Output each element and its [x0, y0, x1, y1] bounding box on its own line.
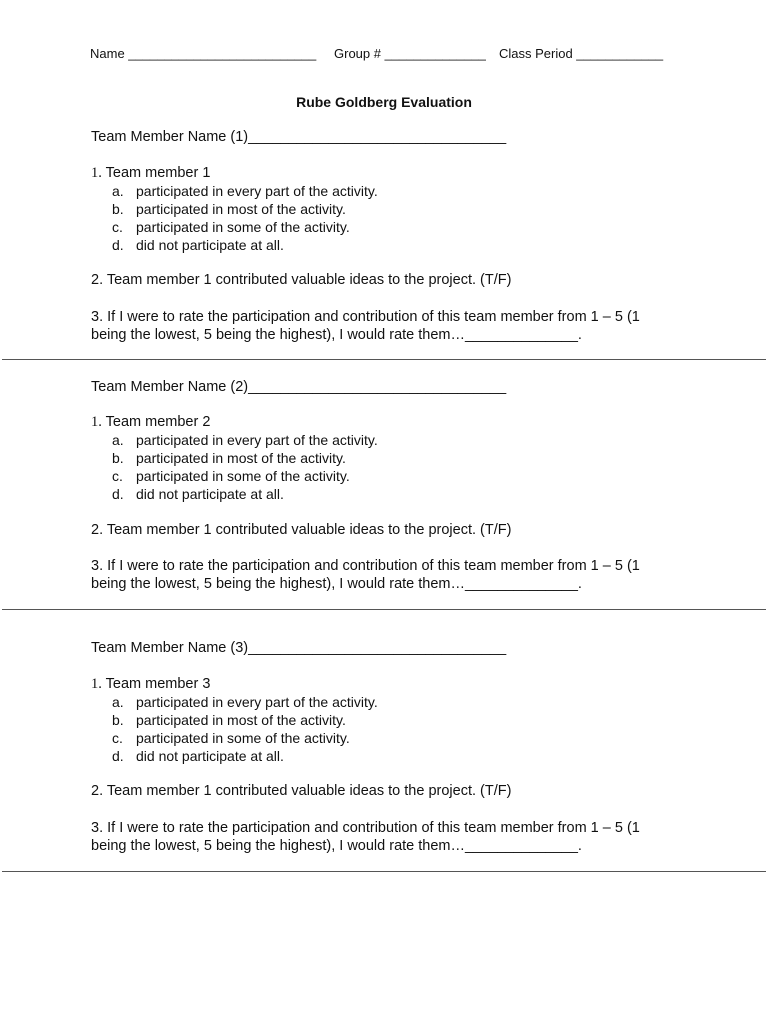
option-text: participated in some of the activity.: [136, 730, 350, 746]
option-text: did not participate at all.: [136, 237, 284, 253]
group-field[interactable]: Group # ______________: [334, 46, 486, 61]
option-a[interactable]: [112, 694, 378, 710]
question-text: Team member 1: [101, 165, 211, 181]
question-2: 2. Team member 1 contributed valuable ideas to the project. (T/F): [91, 272, 512, 288]
option-d[interactable]: [112, 748, 284, 764]
option-text: participated in most of the activity.: [136, 450, 346, 466]
option-text: did not participate at all.: [136, 486, 284, 502]
option-a[interactable]: [112, 432, 378, 448]
question-3-line-2[interactable]: being the lowest, 5 being the highest), I would rate them…______________.: [91, 838, 582, 854]
question-2: 2. Team member 1 contributed valuable ideas to the project. (T/F): [91, 783, 512, 799]
question-number: 1.: [91, 676, 102, 692]
question-number: 1.: [91, 165, 102, 181]
question-text: Team member 3: [101, 676, 211, 692]
option-letter: b.: [112, 712, 124, 728]
class-period-field[interactable]: Class Period ____________: [499, 46, 664, 61]
option-letter: c.: [112, 219, 123, 235]
option-text: participated in some of the activity.: [136, 219, 350, 235]
option-letter: c.: [112, 730, 123, 746]
question-number: 1.: [91, 414, 102, 430]
team-member-name-field[interactable]: Team Member Name (1)________________________________: [91, 129, 507, 145]
team-member-name-field[interactable]: Team Member Name (3)________________________________: [91, 640, 507, 656]
option-a[interactable]: [112, 183, 378, 199]
option-c[interactable]: [112, 468, 350, 484]
option-b[interactable]: [112, 201, 346, 217]
option-letter: d.: [112, 237, 124, 253]
question-3-line-2[interactable]: being the lowest, 5 being the highest), I would rate them…______________.: [91, 576, 582, 592]
option-text: did not participate at all.: [136, 748, 284, 764]
question-3: [91, 819, 691, 855]
page-title: Rube Goldberg Evaluation: [296, 94, 472, 110]
question-text: Team member 2: [101, 414, 211, 430]
section-divider: [2, 871, 766, 872]
question-3-line-1: 3. If I were to rate the participation and contribution of this team member from 1 – 5 (1: [91, 309, 640, 325]
option-text: participated in some of the activity.: [136, 468, 350, 484]
section-divider: [2, 359, 766, 360]
option-letter: a.: [112, 432, 124, 448]
team-member-name-field[interactable]: Team Member Name (2)________________________________: [91, 379, 507, 395]
option-b[interactable]: [112, 450, 346, 466]
option-letter: b.: [112, 450, 124, 466]
question-3: [91, 308, 691, 344]
question-3: [91, 557, 691, 593]
option-b[interactable]: [112, 712, 346, 728]
option-letter: a.: [112, 183, 124, 199]
option-c[interactable]: [112, 730, 350, 746]
option-c[interactable]: [112, 219, 350, 235]
option-letter: c.: [112, 468, 123, 484]
question-3-line-2[interactable]: being the lowest, 5 being the highest), I would rate them…______________.: [91, 327, 582, 343]
option-letter: b.: [112, 201, 124, 217]
option-d[interactable]: [112, 237, 284, 253]
option-letter: a.: [112, 694, 124, 710]
question-1: [91, 676, 210, 693]
question-3-line-1: 3. If I were to rate the participation and contribution of this team member from 1 – 5 (1: [91, 820, 640, 836]
option-text: participated in most of the activity.: [136, 712, 346, 728]
option-text: participated in every part of the activity.: [136, 183, 378, 199]
question-2: 2. Team member 1 contributed valuable ideas to the project. (T/F): [91, 522, 512, 538]
option-letter: d.: [112, 748, 124, 764]
option-text: participated in most of the activity.: [136, 201, 346, 217]
option-text: participated in every part of the activity.: [136, 694, 378, 710]
option-text: participated in every part of the activity.: [136, 432, 378, 448]
question-3-line-1: 3. If I were to rate the participation and contribution of this team member from 1 – 5 (1: [91, 558, 640, 574]
question-1: [91, 165, 210, 182]
section-divider: [2, 609, 766, 610]
name-field[interactable]: Name __________________________: [90, 46, 317, 61]
option-d[interactable]: [112, 486, 284, 502]
question-1: [91, 414, 210, 431]
option-letter: d.: [112, 486, 124, 502]
